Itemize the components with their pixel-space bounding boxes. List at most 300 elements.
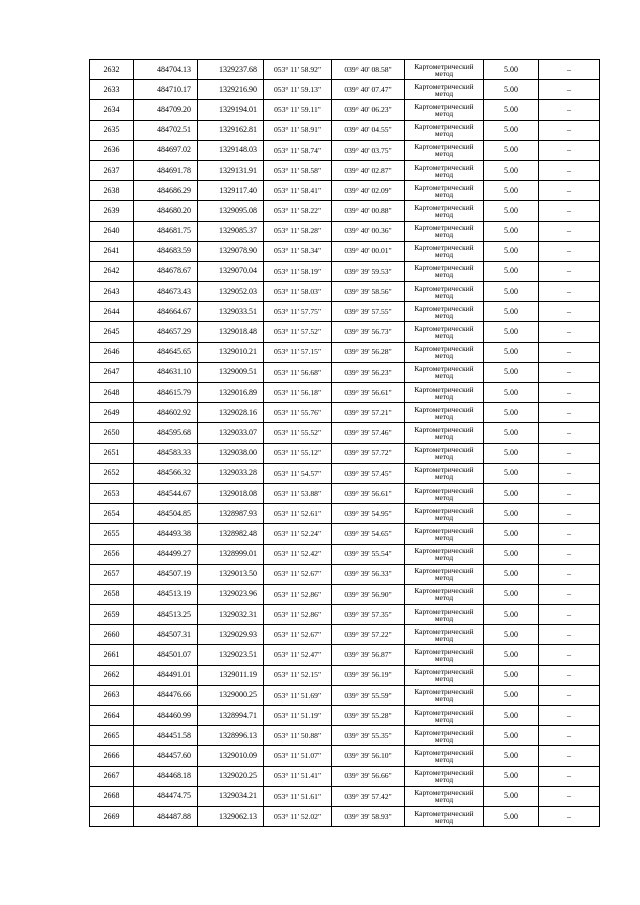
method-cell [405, 181, 484, 201]
method-line-2: метод [434, 472, 454, 482]
method-cell [405, 685, 484, 705]
method-line-1: Картометрический [414, 162, 474, 172]
longitude-cell: 039° 40' 03.75" [332, 140, 405, 160]
table-row [90, 181, 600, 201]
table-row [90, 685, 600, 705]
method-line-1: Картометрический [414, 546, 474, 556]
accuracy-cell: 5.00 [484, 221, 539, 241]
x-coordinate-cell: 484499.27 [134, 544, 198, 564]
method-line-1: Картометрический [414, 182, 474, 192]
longitude-cell: 039° 39' 57.45" [332, 463, 405, 483]
note-cell: – [539, 766, 600, 786]
accuracy-cell: 5.00 [484, 403, 539, 423]
accuracy-cell: 5.00 [484, 766, 539, 786]
point-number-cell: 2669 [90, 806, 134, 826]
method-line-1: Картометрический [414, 101, 474, 111]
y-coordinate-cell: 1329237.68 [198, 60, 264, 80]
point-number-cell: 2649 [90, 403, 134, 423]
method-line-2: метод [434, 734, 454, 744]
y-coordinate-cell: 1329117.40 [198, 181, 264, 201]
method-line-1: Картометрический [414, 485, 474, 495]
x-coordinate-cell: 484566.32 [134, 463, 198, 483]
longitude-cell: 039° 40' 00.88" [332, 201, 405, 221]
y-coordinate-cell: 1329194.01 [198, 100, 264, 120]
x-coordinate-cell: 484460.99 [134, 706, 198, 726]
note-cell: – [539, 80, 600, 100]
latitude-cell: 053° 11' 58.41" [264, 181, 332, 201]
table-row [90, 483, 600, 503]
y-coordinate-cell: 1329085.37 [198, 221, 264, 241]
latitude-cell: 053° 11' 58.58" [264, 160, 332, 180]
method-line-2: метод [434, 230, 454, 240]
note-cell: – [539, 463, 600, 483]
y-coordinate-cell: 1329018.08 [198, 483, 264, 503]
longitude-cell: 039° 39' 54.95" [332, 504, 405, 524]
coordinates-table-body [90, 60, 600, 827]
method-cell [405, 706, 484, 726]
latitude-cell: 053° 11' 55.12" [264, 443, 332, 463]
latitude-cell: 053° 11' 57.15" [264, 342, 332, 362]
method-cell [405, 160, 484, 180]
longitude-cell: 039° 40' 06.23" [332, 100, 405, 120]
method-line-2: метод [434, 714, 454, 724]
longitude-cell: 039° 39' 57.22" [332, 625, 405, 645]
longitude-cell: 039° 39' 56.61" [332, 483, 405, 503]
method-line-2: метод [434, 775, 454, 785]
latitude-cell: 053° 11' 52.86" [264, 584, 332, 604]
point-number-cell: 2645 [90, 322, 134, 342]
latitude-cell: 053° 11' 51.07" [264, 746, 332, 766]
table-row [90, 806, 600, 826]
method-line-1: Картометрический [414, 768, 474, 778]
method-line-2: метод [434, 492, 454, 502]
y-coordinate-cell: 1329023.51 [198, 645, 264, 665]
point-number-cell: 2659 [90, 605, 134, 625]
table-row [90, 241, 600, 261]
point-number-cell: 2634 [90, 100, 134, 120]
accuracy-cell: 5.00 [484, 201, 539, 221]
latitude-cell: 053° 11' 52.47" [264, 645, 332, 665]
y-coordinate-cell: 1329020.25 [198, 766, 264, 786]
table-row [90, 221, 600, 241]
longitude-cell: 039° 39' 56.28" [332, 342, 405, 362]
accuracy-cell: 5.00 [484, 483, 539, 503]
method-line-2: метод [434, 189, 454, 199]
method-cell [405, 221, 484, 241]
method-cell [405, 403, 484, 423]
method-cell [405, 463, 484, 483]
latitude-cell: 053° 11' 58.91" [264, 120, 332, 140]
x-coordinate-cell: 484678.67 [134, 261, 198, 281]
table-row [90, 625, 600, 645]
point-number-cell: 2636 [90, 140, 134, 160]
table-row [90, 140, 600, 160]
method-cell [405, 483, 484, 503]
longitude-cell: 039° 39' 55.54" [332, 544, 405, 564]
point-number-cell: 2653 [90, 483, 134, 503]
method-cell [405, 584, 484, 604]
point-number-cell: 2640 [90, 221, 134, 241]
latitude-cell: 053° 11' 51.41" [264, 766, 332, 786]
table-row [90, 261, 600, 281]
note-cell: – [539, 524, 600, 544]
x-coordinate-cell: 484491.01 [134, 665, 198, 685]
y-coordinate-cell: 1329078.90 [198, 241, 264, 261]
table-row [90, 786, 600, 806]
x-coordinate-cell: 484681.75 [134, 221, 198, 241]
method-line-1: Картометрический [414, 344, 474, 354]
y-coordinate-cell: 1328982.48 [198, 524, 264, 544]
method-line-1: Картометрический [414, 606, 474, 616]
accuracy-cell: 5.00 [484, 302, 539, 322]
method-cell [405, 504, 484, 524]
point-number-cell: 2635 [90, 120, 134, 140]
x-coordinate-cell: 484507.19 [134, 564, 198, 584]
method-cell [405, 564, 484, 584]
latitude-cell: 053° 11' 51.19" [264, 706, 332, 726]
method-line-2: метод [434, 815, 454, 825]
accuracy-cell: 5.00 [484, 160, 539, 180]
note-cell: – [539, 322, 600, 342]
method-line-2: метод [434, 512, 454, 522]
note-cell: – [539, 564, 600, 584]
x-coordinate-cell: 484683.59 [134, 241, 198, 261]
method-line-1: Картометрический [414, 566, 474, 576]
longitude-cell: 039° 40' 00.36" [332, 221, 405, 241]
x-coordinate-cell: 484615.79 [134, 383, 198, 403]
latitude-cell: 053° 11' 58.22" [264, 201, 332, 221]
table-row [90, 746, 600, 766]
method-line-1: Картометрический [414, 788, 474, 798]
y-coordinate-cell: 1329029.93 [198, 625, 264, 645]
longitude-cell: 039° 40' 02.09" [332, 181, 405, 201]
method-line-1: Картометрический [414, 687, 474, 697]
longitude-cell: 039° 39' 56.33" [332, 564, 405, 584]
note-cell: – [539, 120, 600, 140]
method-line-2: метод [434, 108, 454, 118]
longitude-cell: 039° 39' 55.59" [332, 685, 405, 705]
y-coordinate-cell: 1329070.04 [198, 261, 264, 281]
table-row [90, 342, 600, 362]
y-coordinate-cell: 1329009.51 [198, 362, 264, 382]
method-line-2: метод [434, 331, 454, 341]
method-cell [405, 423, 484, 443]
latitude-cell: 053° 11' 58.34" [264, 241, 332, 261]
method-line-1: Картометрический [414, 445, 474, 455]
note-cell: – [539, 383, 600, 403]
method-cell [405, 766, 484, 786]
method-line-1: Картометрический [414, 424, 474, 434]
note-cell: – [539, 443, 600, 463]
longitude-cell: 039° 40' 00.01" [332, 241, 405, 261]
latitude-cell: 053° 11' 56.68" [264, 362, 332, 382]
accuracy-cell: 5.00 [484, 625, 539, 645]
point-number-cell: 2657 [90, 564, 134, 584]
note-cell: – [539, 160, 600, 180]
method-line-2: метод [434, 593, 454, 603]
accuracy-cell: 5.00 [484, 706, 539, 726]
y-coordinate-cell: 1329162.81 [198, 120, 264, 140]
table-row [90, 282, 600, 302]
method-line-2: метод [434, 209, 454, 219]
latitude-cell: 053° 11' 52.61" [264, 504, 332, 524]
method-line-2: метод [434, 310, 454, 320]
method-line-1: Картометрический [414, 61, 474, 71]
y-coordinate-cell: 1329013.50 [198, 564, 264, 584]
method-line-1: Картометрический [414, 263, 474, 273]
method-cell [405, 282, 484, 302]
method-line-2: метод [434, 371, 454, 381]
accuracy-cell: 5.00 [484, 362, 539, 382]
x-coordinate-cell: 484657.29 [134, 322, 198, 342]
table-row [90, 665, 600, 685]
method-line-2: метод [434, 654, 454, 664]
method-line-1: Картометрический [414, 324, 474, 333]
accuracy-cell: 5.00 [484, 241, 539, 261]
x-coordinate-cell: 484544.67 [134, 483, 198, 503]
table-row [90, 201, 600, 221]
x-coordinate-cell: 484474.75 [134, 786, 198, 806]
accuracy-cell: 5.00 [484, 120, 539, 140]
accuracy-cell: 5.00 [484, 746, 539, 766]
latitude-cell: 053° 11' 52.02" [264, 806, 332, 826]
x-coordinate-cell: 484691.78 [134, 160, 198, 180]
method-cell [405, 100, 484, 120]
point-number-cell: 2652 [90, 463, 134, 483]
point-number-cell: 2646 [90, 342, 134, 362]
method-line-2: метод [434, 149, 454, 159]
x-coordinate-cell: 484451.58 [134, 726, 198, 746]
point-number-cell: 2648 [90, 383, 134, 403]
longitude-cell: 039° 39' 59.53" [332, 261, 405, 281]
method-cell [405, 746, 484, 766]
table-row [90, 423, 600, 443]
note-cell: – [539, 100, 600, 120]
longitude-cell: 039° 40' 07.47" [332, 80, 405, 100]
latitude-cell: 053° 11' 55.52" [264, 423, 332, 443]
latitude-cell: 053° 11' 57.75" [264, 302, 332, 322]
note-cell: – [539, 201, 600, 221]
x-coordinate-cell: 484673.43 [134, 282, 198, 302]
longitude-cell: 039° 39' 57.35" [332, 605, 405, 625]
method-line-2: метод [434, 290, 454, 300]
accuracy-cell: 5.00 [484, 786, 539, 806]
table-row [90, 504, 600, 524]
latitude-cell: 053° 11' 53.88" [264, 483, 332, 503]
y-coordinate-cell: 1329016.89 [198, 383, 264, 403]
method-cell [405, 786, 484, 806]
note-cell: – [539, 302, 600, 322]
table-row [90, 726, 600, 746]
y-coordinate-cell: 1328999.01 [198, 544, 264, 564]
y-coordinate-cell: 1328994.71 [198, 706, 264, 726]
accuracy-cell: 5.00 [484, 645, 539, 665]
method-cell [405, 140, 484, 160]
method-line-1: Картометрический [414, 707, 474, 717]
method-cell [405, 342, 484, 362]
method-line-1: Картометрический [414, 202, 474, 212]
y-coordinate-cell: 1328987.93 [198, 504, 264, 524]
y-coordinate-cell: 1329052.03 [198, 282, 264, 302]
table-row [90, 463, 600, 483]
y-coordinate-cell: 1329010.21 [198, 342, 264, 362]
accuracy-cell: 5.00 [484, 665, 539, 685]
table-row [90, 160, 600, 180]
longitude-cell: 039° 39' 56.10" [332, 746, 405, 766]
latitude-cell: 053° 11' 52.24" [264, 524, 332, 544]
method-line-1: Картометрический [414, 364, 474, 374]
method-line-2: метод [434, 88, 454, 98]
method-line-2: метод [434, 754, 454, 764]
method-cell [405, 726, 484, 746]
x-coordinate-cell: 484468.18 [134, 766, 198, 786]
accuracy-cell: 5.00 [484, 524, 539, 544]
y-coordinate-cell: 1329028.16 [198, 403, 264, 423]
method-line-1: Картометрический [414, 667, 474, 677]
note-cell: – [539, 504, 600, 524]
table-row [90, 60, 600, 80]
longitude-cell: 039° 39' 56.19" [332, 665, 405, 685]
y-coordinate-cell: 1329033.07 [198, 423, 264, 443]
latitude-cell: 053° 11' 56.18" [264, 383, 332, 403]
accuracy-cell: 5.00 [484, 342, 539, 362]
method-line-1: Картометрический [414, 384, 474, 394]
longitude-cell: 039° 39' 55.35" [332, 726, 405, 746]
note-cell: – [539, 423, 600, 443]
x-coordinate-cell: 484697.02 [134, 140, 198, 160]
y-coordinate-cell: 1329095.08 [198, 201, 264, 221]
x-coordinate-cell: 484709.20 [134, 100, 198, 120]
y-coordinate-cell: 1329131.91 [198, 160, 264, 180]
point-number-cell: 2638 [90, 181, 134, 201]
latitude-cell: 053° 11' 58.74" [264, 140, 332, 160]
y-coordinate-cell: 1329018.48 [198, 322, 264, 342]
table-row [90, 766, 600, 786]
note-cell: – [539, 403, 600, 423]
method-cell [405, 302, 484, 322]
longitude-cell: 039° 39' 58.56" [332, 282, 405, 302]
y-coordinate-cell: 1329033.28 [198, 463, 264, 483]
table-row [90, 362, 600, 382]
note-cell: – [539, 726, 600, 746]
y-coordinate-cell: 1329032.31 [198, 605, 264, 625]
table-row [90, 584, 600, 604]
accuracy-cell: 5.00 [484, 544, 539, 564]
method-line-2: метод [434, 411, 454, 421]
x-coordinate-cell: 484513.25 [134, 605, 198, 625]
accuracy-cell: 5.00 [484, 282, 539, 302]
method-cell [405, 665, 484, 685]
longitude-cell: 039° 39' 56.90" [332, 584, 405, 604]
accuracy-cell: 5.00 [484, 806, 539, 826]
latitude-cell: 053° 11' 51.61" [264, 786, 332, 806]
note-cell: – [539, 645, 600, 665]
method-line-1: Картометрический [414, 505, 474, 515]
method-cell [405, 383, 484, 403]
accuracy-cell: 5.00 [484, 322, 539, 342]
latitude-cell: 053° 11' 58.92" [264, 60, 332, 80]
longitude-cell: 039° 40' 04.55" [332, 120, 405, 140]
x-coordinate-cell: 484602.92 [134, 403, 198, 423]
method-cell [405, 201, 484, 221]
x-coordinate-cell: 484504.85 [134, 504, 198, 524]
note-cell: – [539, 685, 600, 705]
point-number-cell: 2639 [90, 201, 134, 221]
longitude-cell: 039° 39' 57.42" [332, 786, 405, 806]
accuracy-cell: 5.00 [484, 443, 539, 463]
y-coordinate-cell: 1329216.90 [198, 80, 264, 100]
method-line-1: Картометрический [414, 747, 474, 757]
point-number-cell: 2647 [90, 362, 134, 382]
accuracy-cell: 5.00 [484, 383, 539, 403]
note-cell: – [539, 261, 600, 281]
latitude-cell: 053° 11' 59.11" [264, 100, 332, 120]
x-coordinate-cell: 484476.66 [134, 685, 198, 705]
point-number-cell: 2654 [90, 504, 134, 524]
note-cell: – [539, 746, 600, 766]
note-cell: – [539, 282, 600, 302]
latitude-cell: 053° 11' 52.67" [264, 564, 332, 584]
longitude-cell: 039° 39' 57.21" [332, 403, 405, 423]
method-line-2: метод [434, 795, 454, 805]
table-row [90, 544, 600, 564]
method-cell [405, 120, 484, 140]
note-cell: – [539, 241, 600, 261]
method-line-1: Картометрический [414, 223, 474, 233]
y-coordinate-cell: 1329034.21 [198, 786, 264, 806]
method-cell [405, 524, 484, 544]
note-cell: – [539, 60, 600, 80]
x-coordinate-cell: 484664.67 [134, 302, 198, 322]
x-coordinate-cell: 484686.29 [134, 181, 198, 201]
method-line-2: метод [434, 270, 454, 280]
method-line-2: метод [434, 633, 454, 643]
method-line-1: Картометрический [414, 647, 474, 656]
note-cell: – [539, 806, 600, 826]
y-coordinate-cell: 1329038.00 [198, 443, 264, 463]
longitude-cell: 039° 39' 56.87" [332, 645, 405, 665]
method-line-2: метод [434, 129, 454, 139]
table-row [90, 403, 600, 423]
x-coordinate-cell: 484595.68 [134, 423, 198, 443]
point-number-cell: 2633 [90, 80, 134, 100]
accuracy-cell: 5.00 [484, 605, 539, 625]
note-cell: – [539, 605, 600, 625]
table-row [90, 302, 600, 322]
accuracy-cell: 5.00 [484, 685, 539, 705]
method-line-2: метод [434, 674, 454, 684]
method-line-2: метод [434, 573, 454, 583]
point-number-cell: 2666 [90, 746, 134, 766]
method-cell [405, 362, 484, 382]
longitude-cell: 039° 39' 56.23" [332, 362, 405, 382]
x-coordinate-cell: 484457.60 [134, 746, 198, 766]
latitude-cell: 053° 11' 52.86" [264, 605, 332, 625]
note-cell: – [539, 665, 600, 685]
method-cell [405, 80, 484, 100]
longitude-cell: 039° 39' 57.72" [332, 443, 405, 463]
x-coordinate-cell: 484645.65 [134, 342, 198, 362]
accuracy-cell: 5.00 [484, 100, 539, 120]
note-cell: – [539, 706, 600, 726]
table-row [90, 383, 600, 403]
accuracy-cell: 5.00 [484, 463, 539, 483]
accuracy-cell: 5.00 [484, 584, 539, 604]
y-coordinate-cell: 1329033.51 [198, 302, 264, 322]
method-line-1: Картометрический [414, 283, 474, 293]
point-number-cell: 2660 [90, 625, 134, 645]
y-coordinate-cell: 1329000.25 [198, 685, 264, 705]
